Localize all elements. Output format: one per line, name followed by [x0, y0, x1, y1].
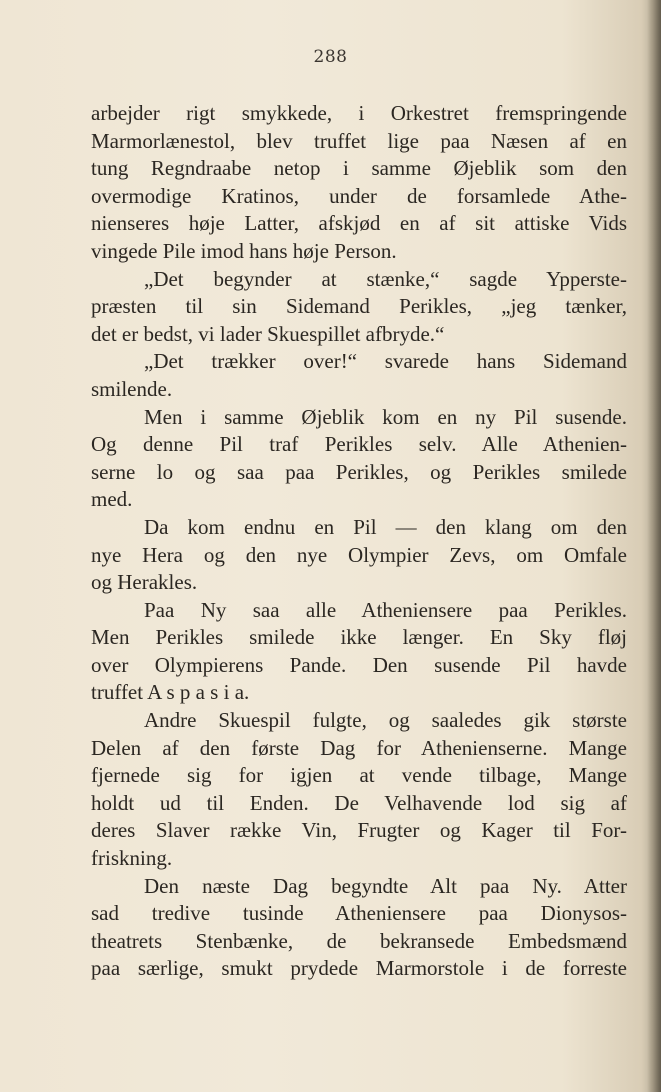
- text-line: præsten til sin Sidemand Perikles, „jeg tænker,: [91, 294, 627, 319]
- body-text: [91, 100, 627, 983]
- text-line: serne lo og saa paa Perikles, og Perikles smilede: [91, 459, 627, 484]
- text-line: „Det trækker over!“ svarede hans Sidemand: [144, 349, 627, 374]
- page-edge-shadow: [647, 0, 661, 1092]
- text-line: truffet A s p a s i a.: [91, 680, 250, 705]
- text-line: Marmorlænestol, blev truffet lige paa Næsen af en: [91, 128, 627, 153]
- text-line: sad tredive tusinde Atheniensere paa Dionysos-: [91, 901, 627, 926]
- text-line: vingede Pile imod hans høje Person.: [91, 238, 397, 263]
- text-line: nye Hera og den nye Olympier Zevs, om Omfale: [91, 542, 627, 567]
- text-line: det er bedst, vi lader Skuespillet afbryde.“: [91, 321, 445, 346]
- text-line: arbejder rigt smykkede, i Orkestret fremspringende: [91, 101, 627, 125]
- text-line: tung Regndraabe netop i samme Øjeblik som den: [91, 156, 627, 181]
- text-line: theatrets Stenbænke, de bekransede Embedsmænd: [91, 928, 627, 953]
- text-line: deres Slaver række Vin, Frugter og Kager til For-: [91, 818, 627, 843]
- text-line: Andre Skuespil fulgte, og saaledes gik største: [144, 708, 627, 733]
- text-line: nienseres høje Latter, afskjød en af sit attiske Vids: [91, 211, 627, 236]
- text-line: Og denne Pil traf Perikles selv. Alle Athenien-: [91, 432, 627, 457]
- text-line: og Herakles.: [91, 570, 198, 595]
- text-line: paa særlige, smukt prydede Marmorstole i de forreste: [91, 956, 627, 981]
- text-line: Den næste Dag begyndte Alt paa Ny. Atter: [144, 873, 627, 898]
- page-number: 288: [313, 47, 348, 67]
- text-line: holdt ud til Enden. De Velhavende lod sig af: [91, 790, 627, 815]
- text-line: friskning.: [91, 846, 173, 871]
- text-line: overmodige Kratinos, under de forsamlede Athe-: [91, 183, 627, 208]
- text-line: Paa Ny saa alle Atheniensere paa Perikles.: [144, 597, 627, 622]
- text-line: Da kom endnu en Pil — den klang om den: [144, 514, 627, 539]
- text-line: Delen af den første Dag for Athenienserne. Mange: [91, 735, 627, 760]
- text-line: Men i samme Øjeblik kom en ny Pil susende.: [144, 404, 627, 429]
- text-line: med.: [91, 487, 133, 512]
- text-line: fjernede sig for igjen at vende tilbage, Mange: [91, 763, 627, 788]
- text-line: „Det begynder at stænke,“ sagde Ypperste-: [144, 266, 627, 291]
- text-line: smilende.: [91, 376, 173, 401]
- text-line: Men Perikles smilede ikke længer. En Sky fløj: [91, 625, 627, 650]
- text-line: over Olympierens Pande. Den susende Pil havde: [91, 652, 627, 677]
